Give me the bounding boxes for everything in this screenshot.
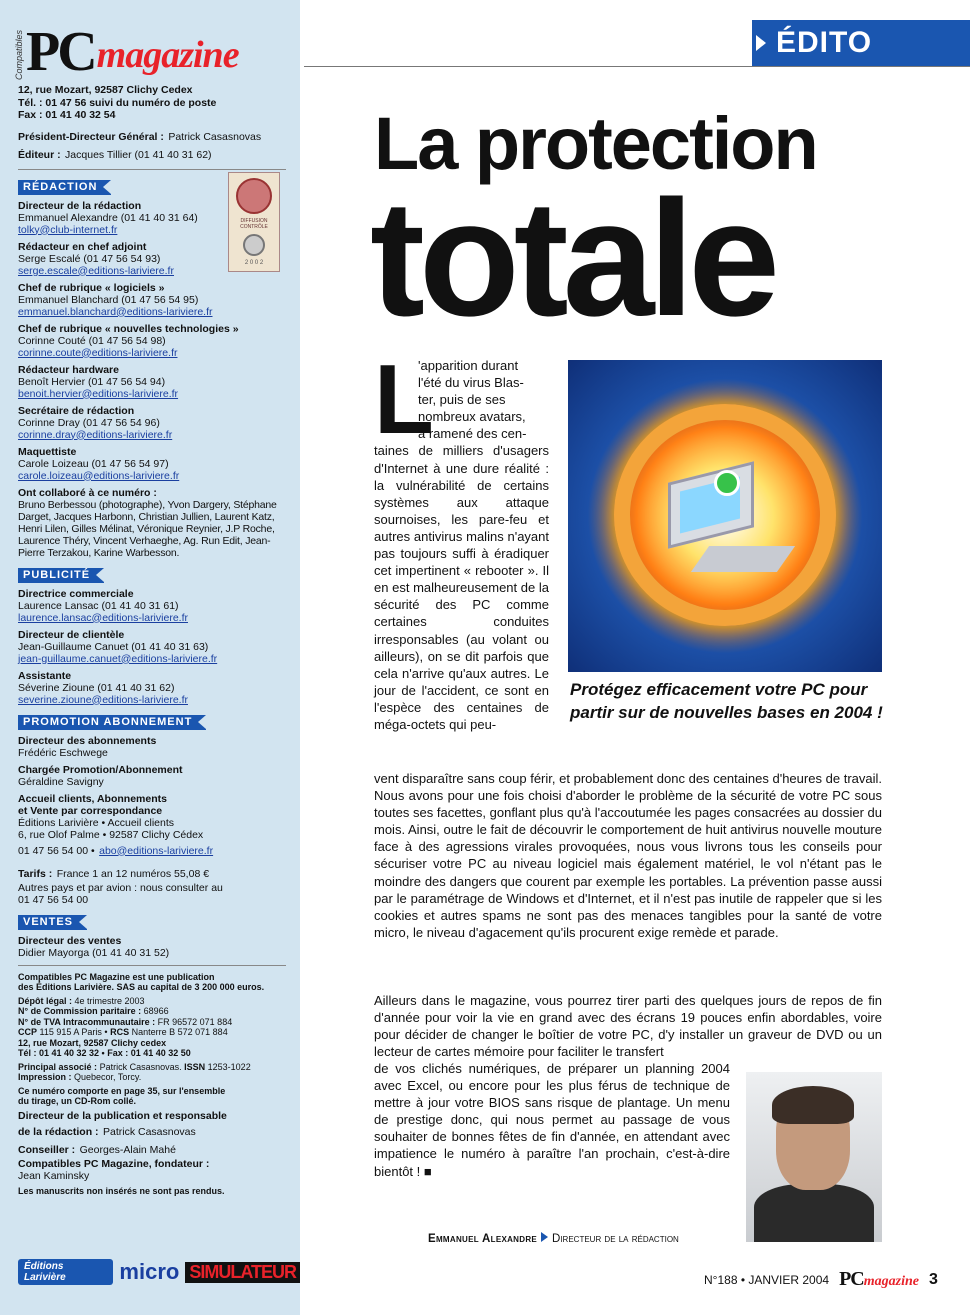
legal-label: Dépôt légal : bbox=[18, 995, 73, 1006]
staff-name: Didier Mayorga (01 41 40 31 52) bbox=[18, 946, 170, 959]
legal-line: Tél : 01 41 40 32 32 • Fax : 01 41 40 32 50 bbox=[18, 1048, 191, 1058]
section-label: ÉDITO bbox=[776, 26, 873, 59]
author-body-graphic bbox=[754, 1184, 874, 1242]
legal-line: Les manuscrits non insérés ne sont pas rendus. bbox=[18, 1185, 225, 1196]
padlock-orb-icon bbox=[714, 470, 740, 496]
tarifs-phone: 01 47 56 54 00 bbox=[18, 893, 89, 906]
staff-entry bbox=[18, 629, 286, 665]
staff-role: Accueil clients, Abonnements bbox=[18, 792, 167, 805]
tarifs-text: Autres pays et par avion : nous consulter au bbox=[18, 881, 223, 894]
staff-email-link[interactable]: benoit.hervier@editions-lariviere.fr bbox=[18, 387, 179, 400]
pc-magazine-logo bbox=[14, 16, 286, 83]
article-paragraph: de vos clichés numériques, de préparer un planning 2004 avec Excel, ou encore pour les plus férus de technique de mettre à jour votre BIOS sans risque de plantage. Un menu de prestige donc, qui nous permet au passage de vous souhaiter de bonnes fêtes de fin d'année, en attendant avec impatience le numéro à paraître l'an prochain, c'est-à-dire bientôt ! ■ bbox=[374, 1061, 730, 1179]
seal-year: 2 0 0 2 bbox=[244, 260, 264, 266]
page-footer bbox=[704, 1268, 938, 1291]
page-number: 3 bbox=[928, 1270, 938, 1288]
legal-line: Compatibles PC Magazine est une publication bbox=[18, 971, 215, 982]
legal-value: Jean Kaminsky bbox=[18, 1169, 90, 1182]
legal-line: des Éditions Larivière. SAS au capital de 3 200 000 euros. bbox=[18, 982, 265, 992]
legal-label: ISSN bbox=[184, 1061, 206, 1072]
staff-role: Chef de rubrique « nouvelles technologies » bbox=[18, 322, 239, 335]
drop-cap: L bbox=[374, 344, 434, 454]
staff-role: Directeur des ventes bbox=[18, 934, 122, 947]
author-photo bbox=[746, 1072, 882, 1242]
text-line: nombreux avatars, bbox=[418, 409, 526, 425]
staff-name: Emmanuel Blanchard (01 47 56 54 95) bbox=[18, 293, 199, 306]
legal-label: de la rédaction : bbox=[18, 1125, 99, 1138]
staff-role: Maquettiste bbox=[18, 445, 77, 458]
micro-simulateur-logo: SIMULATEUR bbox=[185, 1262, 300, 1283]
tarifs-entry bbox=[18, 864, 286, 906]
editeur-line bbox=[18, 145, 286, 163]
photo-caption: Protégez efficacement votre PC pour partir sur de nouvelles bases en 2004 ! bbox=[570, 680, 883, 722]
staff-name: Corinne Dray (01 47 56 54 96) bbox=[18, 416, 160, 429]
phone-number: 01 47 56 54 00 • bbox=[18, 844, 95, 857]
staff-role: Directrice commerciale bbox=[18, 587, 134, 600]
text-line: ter, puis de ses bbox=[418, 392, 506, 408]
staff-name: Corinne Couté (01 47 56 54 98) bbox=[18, 334, 166, 347]
publisher-logos bbox=[18, 1259, 300, 1285]
legal-value: Georges-Alain Mahé bbox=[79, 1143, 176, 1156]
micro-pratique-logo: micro bbox=[119, 1259, 180, 1284]
legal-value: Patrick Casasnovas. bbox=[99, 1061, 182, 1072]
tarifs-text: France 1 an 12 numéros 55,08 € bbox=[56, 867, 210, 880]
staff-entry bbox=[18, 764, 286, 788]
legal-label: N° de Commission paritaire : bbox=[18, 1006, 142, 1016]
protection-illustration bbox=[568, 360, 882, 672]
staff-entry bbox=[18, 735, 286, 759]
article-text: taines de milliers d'usagers d'Internet à une dure réalité : la vulnérabilité de certains systèmes aux attaque sournoises, les pare-feu et autres antivirus malins n'ayant pas toujours suffi à éradiquer cet impertinent « rebooter ». Il en est malheureusement de la sécurité des PC comme certaines conduites irresponsables (au volant ou ailleurs), on se dit parfois que cela n'arrive qu'aux autres. Le jour de l'accident, ce sont en l'espèce des centaines de méga-octets qui peu- bbox=[374, 443, 549, 732]
ventes-heading: VENTES bbox=[18, 915, 87, 930]
author-hair-graphic bbox=[772, 1086, 854, 1124]
legal-value: Quebecor, Torcy. bbox=[74, 1072, 142, 1082]
legal-label: Impression : bbox=[18, 1072, 72, 1082]
promotion-heading: PROMOTION ABONNEMENT bbox=[18, 715, 206, 730]
legal-line: du tirage, un CD-Rom collé. bbox=[18, 1096, 137, 1106]
staff-name: Frédéric Eschwege bbox=[18, 746, 108, 759]
seal-emblem-icon bbox=[236, 178, 272, 214]
staff-email-link[interactable]: serge.escale@editions-lariviere.fr bbox=[18, 264, 174, 277]
logo-magazine-text: magazine bbox=[96, 34, 239, 76]
staff-email-link[interactable]: severine.zioune@editions-lariviere.fr bbox=[18, 693, 188, 706]
headline-line-1: La protection bbox=[374, 102, 817, 185]
divider bbox=[18, 965, 286, 966]
legal-line: 12, rue Mozart, 92587 Clichy cedex bbox=[18, 1037, 167, 1048]
staff-entry bbox=[18, 323, 286, 359]
address-block bbox=[18, 84, 286, 122]
staff-role: Chef de rubrique « logiciels » bbox=[18, 281, 165, 294]
staff-entry bbox=[18, 405, 286, 441]
staff-name: Laurence Lansac (01 41 40 31 61) bbox=[18, 599, 179, 612]
staff-name: Carole Loizeau (01 47 56 54 97) bbox=[18, 457, 169, 470]
legal-line: Ce numéro comporte en page 35, sur l'ensemble bbox=[18, 1085, 226, 1096]
logo-compat-text: Compatibles bbox=[14, 29, 24, 80]
header-rule bbox=[304, 66, 970, 67]
legal-label: Principal associé : bbox=[18, 1061, 98, 1072]
staff-email-link[interactable]: corinne.dray@editions-lariviere.fr bbox=[18, 428, 173, 441]
staff-entry bbox=[18, 282, 286, 318]
staff-role: Assistante bbox=[18, 669, 72, 682]
staff-email-link[interactable]: corinne.coute@editions-lariviere.fr bbox=[18, 346, 178, 359]
staff-role: et Vente par correspondance bbox=[18, 804, 163, 817]
edito-section-tab bbox=[752, 20, 970, 66]
ojd-emblem-icon bbox=[243, 234, 265, 256]
address-line: 6, rue Olof Palme • 92587 Clichy Cédex bbox=[18, 828, 204, 841]
footer-logo-magazine: magazine bbox=[863, 1274, 919, 1289]
staff-email-link[interactable]: tolky@club-internet.fr bbox=[18, 223, 118, 236]
arrow-right-icon bbox=[756, 35, 766, 51]
staff-entry bbox=[18, 935, 286, 959]
address-line: Tél. : 01 47 56 suivi du numéro de poste bbox=[18, 96, 217, 109]
publicite-heading: PUBLICITÉ bbox=[18, 568, 104, 583]
legal-line: Compatibles PC Magazine, fondateur : bbox=[18, 1157, 210, 1170]
editions-lariviere-logo: Éditions Larivière bbox=[18, 1259, 113, 1285]
article-paragraph: vent disparaître sans coup férir, et probablement donc des centaines d'heures de travail. Nous avons pour une fois choisi d'aborder le problème de la sécurité de votre PC sous toutes ses facettes, gonflant plus qu'à l'accoutumée les pages consacrées au dossier du mois. Ainsi, outre le fait de découvrir le comportement de huit antivirus nouvelle mouture face à des agressions virales provoquées, nous vous livrons tous les conseils pour sécuriser votre PC au niveau logiciel mais également matériel, le vol n'étant pas le moindre des dangers que courent par exemple les portables. La prévention passe aussi par le paramétrage de Windows et d'Internet, et il n'est pas inutile de rappeler que si les cookies et autres spams ne sont pas des menaces tangibles pour la santé de votre micro, le niveau d'agacement qu'ils procurent exige remède et parade. bbox=[374, 771, 882, 940]
staff-email-link[interactable]: laurence.lansac@editions-lariviere.fr bbox=[18, 611, 188, 624]
staff-entry bbox=[18, 670, 286, 706]
contributors-names: Bruno Berbessou (photographe), Yvon Dargery, Stéphane Darget, Jacques Harbonn, Christian Jullien, Laurent Katz, Henri Lilen, Gilles Mélinat, Véronique Reynier, J.P Roche, Laurence Théry, Vincent Verhaeghe, Ag. Run Edit, Jean-Pierre Terzakou, Karine Warbesson. bbox=[18, 498, 277, 559]
address-line: Fax : 01 41 40 32 54 bbox=[18, 109, 116, 121]
text-line: a ramené des cen- bbox=[418, 426, 527, 442]
logo-pc-text: PC bbox=[26, 21, 95, 83]
contributors-label: Ont collaboré à ce numéro : bbox=[18, 486, 157, 499]
author-role: Directeur de la rédaction bbox=[552, 1233, 679, 1245]
legal-value: 115 915 A Paris • bbox=[39, 1027, 108, 1037]
staff-name: Géraldine Savigny bbox=[18, 775, 104, 788]
legal-value: FR 96572 071 884 bbox=[157, 1016, 233, 1027]
pdg-label: Président-Directeur Général : bbox=[18, 130, 164, 143]
staff-role: Rédacteur hardware bbox=[18, 363, 119, 376]
legal-label: N° de TVA Intracommunautaire : bbox=[18, 1016, 156, 1027]
text-line: 'apparition durant bbox=[418, 358, 519, 373]
staff-name: Benoît Hervier (01 47 56 54 94) bbox=[18, 375, 166, 388]
arrow-right-icon bbox=[541, 1232, 548, 1242]
pdg-name: Patrick Casasnovas bbox=[168, 130, 262, 143]
address-line: 12, rue Mozart, 92587 Clichy Cedex bbox=[18, 84, 193, 96]
text-line: l'été du virus Blas- bbox=[418, 375, 524, 391]
pdg-line bbox=[18, 127, 286, 145]
footer-logo-pc: PC bbox=[839, 1268, 864, 1290]
legal-label: CCP bbox=[18, 1027, 38, 1037]
divider bbox=[18, 169, 286, 170]
issue-info: N°188 • JANVIER 2004 bbox=[704, 1272, 830, 1287]
staff-name: Séverine Zioune (01 41 40 31 62) bbox=[18, 681, 175, 694]
staff-email-link[interactable]: carole.loizeau@editions-lariviere.fr bbox=[18, 469, 180, 482]
editorial-article bbox=[300, 0, 970, 1315]
author-name: Emmanuel Alexandre bbox=[428, 1233, 538, 1245]
staff-role: Chargée Promotion/Abonnement bbox=[18, 763, 183, 776]
legal-value: 68966 bbox=[143, 1006, 169, 1016]
staff-entry bbox=[18, 588, 286, 624]
legal-line: Directeur de la publication et responsable bbox=[18, 1109, 227, 1122]
staff-email-link[interactable]: emmanuel.blanchard@editions-lariviere.fr bbox=[18, 305, 213, 318]
author-signature bbox=[428, 1232, 679, 1245]
contributors bbox=[18, 487, 286, 559]
staff-role: Directeur de la rédaction bbox=[18, 199, 142, 212]
legal-value: 4e trimestre 2003 bbox=[74, 995, 145, 1006]
masthead-sidebar bbox=[0, 0, 300, 1315]
diffusion-controle-seal bbox=[228, 172, 280, 272]
legal-value: Nanterre B 572 071 884 bbox=[131, 1027, 228, 1037]
article-column bbox=[374, 344, 549, 733]
staff-role: Directeur des abonnements bbox=[18, 734, 157, 747]
subscription-email-link[interactable]: abo@editions-lariviere.fr bbox=[99, 844, 214, 857]
article-paragraph: Ailleurs dans le magazine, vous pourrez tirer parti des quelques jours de repos de fin d'année pour voir la vie en grand avec des écrans 19 pouces enfin abordables, voire pour décider de changer le boîtier de votre PC, d'y installer un graveur de DVD ou un lecteur de cartes mémoire pour faciliter le transfert bbox=[374, 993, 882, 1060]
staff-role: Directeur de clientèle bbox=[18, 628, 125, 641]
legal-label: Conseiller : bbox=[18, 1143, 76, 1156]
editeur-label: Éditeur : bbox=[18, 148, 61, 161]
footer-logo bbox=[839, 1268, 919, 1291]
tarifs-label: Tarifs : bbox=[18, 867, 53, 880]
staff-entry bbox=[18, 364, 286, 400]
staff-email-link[interactable]: jean-guillaume.canuet@editions-lariviere.fr bbox=[18, 652, 218, 665]
legal-label: RCS bbox=[110, 1027, 130, 1037]
legal-value: Patrick Casasnovas bbox=[102, 1125, 196, 1138]
staff-name: Emmanuel Alexandre (01 41 40 31 64) bbox=[18, 211, 198, 224]
keyboard-graphic bbox=[691, 546, 795, 572]
editeur-name: Jacques Tillier (01 41 40 31 62) bbox=[65, 148, 212, 161]
staff-name: Jean-Guillaume Canuet (01 41 40 31 63) bbox=[18, 640, 209, 653]
customer-service-entry bbox=[18, 793, 286, 859]
staff-role: Secrétaire de rédaction bbox=[18, 404, 135, 417]
legal-notice bbox=[18, 972, 286, 1197]
redaction-heading: RÉDACTION bbox=[18, 180, 111, 195]
staff-name: Serge Escalé (01 47 56 54 93) bbox=[18, 252, 161, 265]
staff-entry bbox=[18, 446, 286, 482]
seal-text: DIFFUSION CONTRÔLE bbox=[240, 218, 268, 230]
staff-role: Rédacteur en chef adjoint bbox=[18, 240, 147, 253]
headline-line-2: totale bbox=[370, 166, 775, 350]
legal-value: 1253-1022 bbox=[207, 1061, 251, 1072]
address-line: Éditions Larivière • Accueil clients bbox=[18, 816, 174, 829]
